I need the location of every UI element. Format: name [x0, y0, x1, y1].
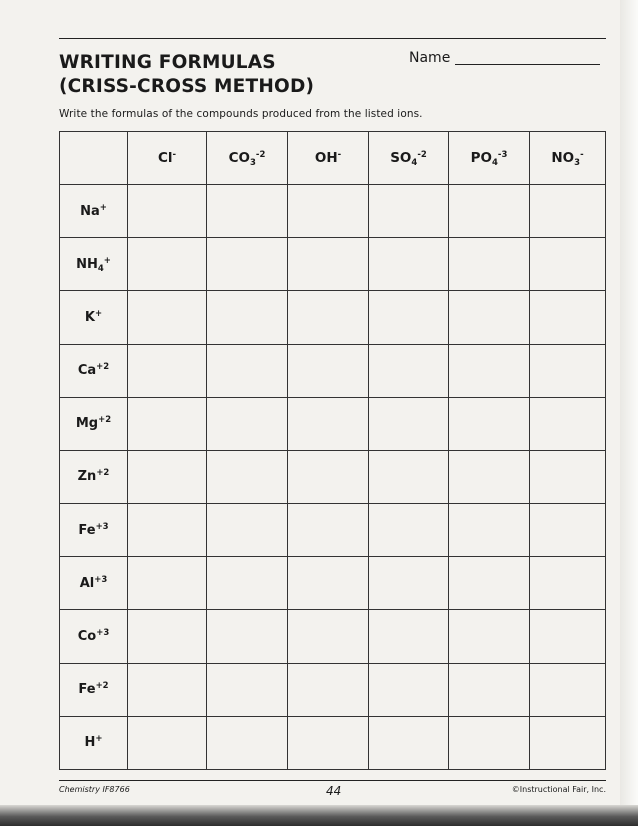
formula-answer-cell[interactable] — [288, 397, 369, 450]
ion-symbol: Na — [80, 203, 100, 219]
ion-charge: + — [99, 202, 107, 213]
top-rule — [59, 38, 606, 39]
formula-answer-cell[interactable] — [449, 663, 530, 716]
formula-answer-cell[interactable] — [288, 238, 369, 291]
anion-header — [449, 132, 530, 185]
formula-answer-cell[interactable] — [449, 185, 530, 238]
formula-answer-cell[interactable] — [288, 716, 369, 769]
anion-header — [369, 132, 449, 185]
formula-answer-cell[interactable] — [449, 291, 530, 344]
cation-row — [60, 716, 606, 769]
formula-answer-cell[interactable] — [128, 185, 207, 238]
cation-header — [60, 663, 128, 716]
formula-answer-cell[interactable] — [288, 185, 369, 238]
formula-answer-cell[interactable] — [449, 344, 530, 397]
ion-symbol: Mg — [75, 416, 99, 432]
anion-header — [288, 132, 369, 185]
title-line-2: (CRISS-CROSS METHOD) — [59, 76, 315, 97]
formula-answer-cell[interactable] — [128, 716, 207, 769]
corner-cell — [60, 132, 128, 185]
cation-row — [60, 504, 606, 557]
formula-answer-cell[interactable] — [530, 716, 606, 769]
cation-header — [60, 716, 128, 769]
formula-answer-cell[interactable] — [128, 291, 207, 344]
footer-rule — [59, 780, 606, 781]
page-number: 44 — [326, 784, 342, 798]
ion-charge: -2 — [417, 150, 427, 160]
formula-answer-cell[interactable] — [449, 716, 530, 769]
ion-subscript: 3 — [250, 158, 256, 168]
cation-row — [60, 238, 606, 291]
formula-answer-cell[interactable] — [449, 450, 530, 503]
instructions: Write the formulas of the compounds produced from the listed ions. — [59, 108, 423, 120]
ion-symbol: Co — [77, 628, 97, 644]
anion-header — [207, 132, 288, 185]
formula-answer-cell[interactable] — [530, 450, 606, 503]
ion-symbol: Cl — [157, 150, 173, 166]
ion-subscript: 4 — [411, 158, 418, 168]
formula-answer-cell[interactable] — [449, 238, 530, 291]
ion-subscript: 4 — [97, 263, 104, 274]
ion-symbol: K — [84, 309, 95, 325]
formula-answer-cell[interactable] — [128, 610, 207, 663]
cation-header — [60, 557, 128, 610]
ion-charge: + — [94, 308, 103, 319]
formula-answer-cell[interactable] — [207, 557, 288, 610]
ion-symbol: Fe — [78, 682, 96, 698]
page-edge — [620, 0, 638, 826]
footer-book-code: Chemistry IF8766 — [59, 785, 130, 794]
ion-charge: + — [95, 734, 103, 745]
cation-header — [60, 291, 128, 344]
formula-answer-cell[interactable] — [207, 397, 288, 450]
cation-row — [60, 397, 606, 450]
formula-answer-cell[interactable] — [369, 610, 449, 663]
formula-answer-cell[interactable] — [530, 238, 606, 291]
ion-charge: +2 — [96, 362, 110, 373]
formula-answer-cell[interactable] — [530, 504, 606, 557]
ion-charge: +3 — [95, 521, 109, 532]
name-field[interactable] — [455, 64, 600, 65]
formula-answer-cell[interactable] — [288, 504, 369, 557]
formula-answer-cell[interactable] — [449, 504, 530, 557]
ion-charge: +2 — [95, 681, 109, 692]
formula-answer-cell[interactable] — [288, 610, 369, 663]
cation-row — [60, 450, 606, 503]
ion-subscript: 3 — [574, 158, 581, 168]
formula-answer-cell[interactable] — [369, 716, 449, 769]
ion-charge: +2 — [98, 415, 112, 426]
formula-answer-cell[interactable] — [449, 610, 530, 663]
formula-answer-cell[interactable] — [449, 557, 530, 610]
formula-answer-cell[interactable] — [369, 504, 449, 557]
formula-answer-cell[interactable] — [288, 291, 369, 344]
grid-body — [60, 185, 606, 770]
ion-symbol: CO — [228, 150, 250, 166]
cation-row — [60, 610, 606, 663]
name-label: Name — [409, 50, 451, 66]
cation-header — [60, 504, 128, 557]
formula-answer-cell[interactable] — [369, 663, 449, 716]
formula-answer-cell[interactable] — [207, 450, 288, 503]
ion-charge: +3 — [94, 574, 108, 585]
ion-symbol: Fe — [78, 522, 96, 538]
formula-answer-cell[interactable] — [128, 557, 207, 610]
formula-answer-cell[interactable] — [530, 610, 606, 663]
ion-subscript: 4 — [492, 158, 498, 168]
page-title — [59, 51, 314, 99]
formula-grid — [59, 131, 606, 770]
cation-header — [60, 450, 128, 503]
formula-answer-cell[interactable] — [449, 397, 530, 450]
formula-answer-cell[interactable] — [128, 238, 207, 291]
anion-header — [530, 132, 606, 185]
cation-row — [60, 557, 606, 610]
cation-header — [60, 185, 128, 238]
formula-answer-cell[interactable] — [207, 716, 288, 769]
header-row — [60, 132, 606, 185]
ion-symbol: H — [84, 735, 96, 751]
formula-answer-cell[interactable] — [288, 344, 369, 397]
ion-charge: + — [103, 255, 111, 266]
formula-answer-cell[interactable] — [369, 397, 449, 450]
formula-answer-cell[interactable] — [288, 557, 369, 610]
formula-answer-cell[interactable] — [369, 450, 449, 503]
formula-answer-cell[interactable] — [530, 291, 606, 344]
cation-header — [60, 238, 128, 291]
formula-answer-cell[interactable] — [128, 504, 207, 557]
formula-answer-cell[interactable] — [128, 397, 207, 450]
formula-answer-cell[interactable] — [530, 397, 606, 450]
cation-row — [60, 291, 606, 344]
formula-answer-cell[interactable] — [530, 344, 606, 397]
formula-answer-cell[interactable] — [369, 344, 449, 397]
formula-answer-cell[interactable] — [207, 504, 288, 557]
formula-answer-cell[interactable] — [530, 557, 606, 610]
formula-answer-cell[interactable] — [207, 238, 288, 291]
ion-symbol: PO — [470, 150, 492, 166]
formula-answer-cell[interactable] — [207, 291, 288, 344]
ion-charge: -2 — [255, 150, 266, 160]
ion-symbol: SO — [390, 150, 412, 166]
ion-symbol: Ca — [77, 363, 97, 379]
formula-answer-cell[interactable] — [369, 238, 449, 291]
anion-header — [128, 132, 207, 185]
formula-answer-cell[interactable] — [207, 344, 288, 397]
ion-charge: - — [580, 150, 584, 160]
formula-answer-cell[interactable] — [530, 663, 606, 716]
formula-answer-cell[interactable] — [128, 344, 207, 397]
scan-shadow — [0, 805, 638, 826]
ion-charge: - — [172, 150, 177, 160]
formula-answer-cell[interactable] — [207, 663, 288, 716]
cation-row — [60, 663, 606, 716]
formula-answer-cell[interactable] — [128, 663, 207, 716]
formula-answer-cell[interactable] — [369, 185, 449, 238]
cation-header — [60, 610, 128, 663]
formula-answer-cell[interactable] — [369, 291, 449, 344]
footer-copyright: ©Instructional Fair, Inc. — [511, 785, 606, 794]
cation-header — [60, 344, 128, 397]
formula-answer-cell[interactable] — [207, 610, 288, 663]
ion-symbol: OH — [314, 150, 338, 166]
cation-row — [60, 344, 606, 397]
cation-header — [60, 397, 128, 450]
ion-symbol: NO — [551, 150, 575, 166]
ion-charge: - — [337, 150, 342, 160]
ion-symbol: Al — [79, 575, 95, 591]
title-line-1: WRITING FORMULAS — [59, 52, 276, 73]
formula-answer-cell[interactable] — [288, 450, 369, 503]
ion-charge: -3 — [497, 150, 508, 160]
formula-answer-cell[interactable] — [128, 450, 207, 503]
formula-answer-cell[interactable] — [207, 185, 288, 238]
cation-row — [60, 185, 606, 238]
formula-answer-cell[interactable] — [369, 557, 449, 610]
ion-charge: +2 — [96, 468, 110, 479]
formula-answer-cell[interactable] — [530, 185, 606, 238]
ion-symbol: Zn — [77, 469, 97, 485]
ion-charge: +3 — [96, 627, 110, 638]
ion-symbol: NH — [76, 256, 98, 272]
formula-answer-cell[interactable] — [288, 663, 369, 716]
